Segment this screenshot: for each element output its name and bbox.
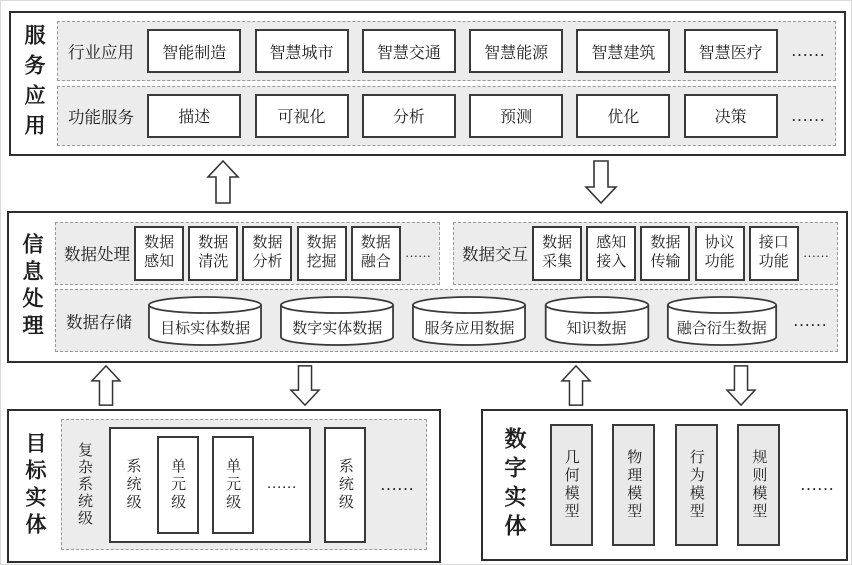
- digital-layer-label: 数字实体: [502, 427, 527, 543]
- ellipsis: ……: [266, 476, 297, 492]
- function-box: 预测: [469, 94, 563, 138]
- up-arrow-icon: [559, 364, 593, 407]
- service-application-layer: [9, 11, 846, 156]
- data-processing-label: 数据处理: [64, 245, 130, 265]
- industry-box: 智慧建筑: [576, 29, 670, 73]
- industry-box: 智能制造: [147, 29, 241, 73]
- function-box: 分析: [362, 94, 456, 138]
- database-cylinder: [543, 295, 651, 347]
- model-label: 几何模型: [562, 449, 579, 521]
- industry-box: 智慧交通: [362, 29, 456, 73]
- up-arrow-icon: [89, 364, 123, 407]
- system-level-label: 系统级: [124, 457, 141, 512]
- ellipsis: ……: [404, 245, 431, 261]
- info-layer-label: 信息处理: [20, 233, 44, 341]
- down-arrow-icon: [288, 364, 322, 407]
- data-processing-panel: [55, 222, 440, 285]
- interaction-box: 协议功能: [695, 226, 745, 281]
- storage-db-label: 服务应用数据: [424, 321, 515, 338]
- database-cylinder: [278, 295, 396, 347]
- model-label: 规则模型: [750, 449, 767, 521]
- ellipsis: ……: [799, 475, 834, 494]
- processing-box: 数据分析: [242, 226, 292, 281]
- model-box: [737, 424, 780, 546]
- ellipsis: ……: [802, 245, 829, 261]
- database-cylinder: [146, 295, 264, 347]
- model-label: 物理模型: [625, 449, 642, 521]
- up-arrow-icon: [206, 159, 240, 205]
- industry-box: 智慧医疗: [684, 29, 778, 73]
- unit-level-label: 单元级: [169, 457, 186, 512]
- interaction-box: 数据采集: [532, 226, 582, 281]
- interaction-box: 接口功能: [749, 226, 799, 281]
- system-level-box: [324, 427, 366, 543]
- function-box: 优化: [576, 94, 670, 138]
- service-layer-label-column: [11, 13, 57, 154]
- function-box: 可视化: [255, 94, 349, 138]
- data-interaction-label: 数据交互: [462, 245, 528, 265]
- system-level-label: 系统级: [336, 457, 353, 512]
- unit-level-box: [157, 436, 199, 534]
- industry-row-label: 行业应用: [68, 43, 134, 63]
- storage-db-label: 目标实体数据: [160, 321, 251, 338]
- model-box: [550, 424, 593, 546]
- target-layer-label: 目标实体: [23, 432, 47, 540]
- ellipsis: ……: [790, 41, 825, 61]
- digital-entity-layer: [481, 409, 848, 561]
- ellipsis: ……: [379, 474, 414, 494]
- function-service-panel: [57, 86, 836, 146]
- storage-db-label: 数字实体数据: [292, 321, 383, 338]
- function-box: 描述: [147, 94, 241, 138]
- service-layer-label: 服务应用: [22, 23, 46, 144]
- industry-box: 智慧城市: [255, 29, 349, 73]
- down-arrow-icon: [724, 364, 758, 407]
- database-cylinder: [410, 295, 528, 347]
- target-entity-layer: [7, 409, 441, 563]
- database-cylinder: [665, 295, 779, 347]
- storage-db-label: 知识数据: [566, 321, 627, 338]
- interaction-box: 数据传输: [640, 226, 690, 281]
- model-box: [675, 424, 718, 546]
- interaction-box: 感知接入: [586, 226, 636, 281]
- data-interaction-panel: [453, 222, 838, 285]
- data-storage-label: 数据存储: [66, 312, 132, 332]
- system-level-group-box: [109, 427, 311, 543]
- model-box: [612, 424, 655, 546]
- storage-db-label: 融合衍生数据: [676, 321, 767, 338]
- target-layer-label-column: [9, 411, 61, 561]
- processing-box: 数据感知: [134, 226, 184, 281]
- data-storage-panel: [55, 289, 838, 352]
- function-box: 决策: [684, 94, 778, 138]
- information-processing-layer: [7, 211, 848, 363]
- processing-box: 数据挖掘: [297, 226, 347, 281]
- complex-system-label: 复杂系统级: [76, 442, 92, 527]
- ellipsis: ……: [792, 310, 827, 330]
- industry-box: 智慧能源: [469, 29, 563, 73]
- industry-application-panel: [57, 21, 836, 81]
- processing-box: 数据融合: [351, 226, 401, 281]
- down-arrow-icon: [584, 159, 618, 205]
- processing-box: 数据清洗: [188, 226, 238, 281]
- ellipsis: ……: [790, 105, 825, 125]
- info-layer-label-column: [9, 213, 55, 361]
- unit-level-label: 单元级: [224, 457, 241, 512]
- model-label: 行为模型: [687, 449, 704, 521]
- complex-system-panel: [61, 419, 427, 550]
- function-row-label: 功能服务: [68, 107, 134, 127]
- unit-level-box: [212, 436, 254, 534]
